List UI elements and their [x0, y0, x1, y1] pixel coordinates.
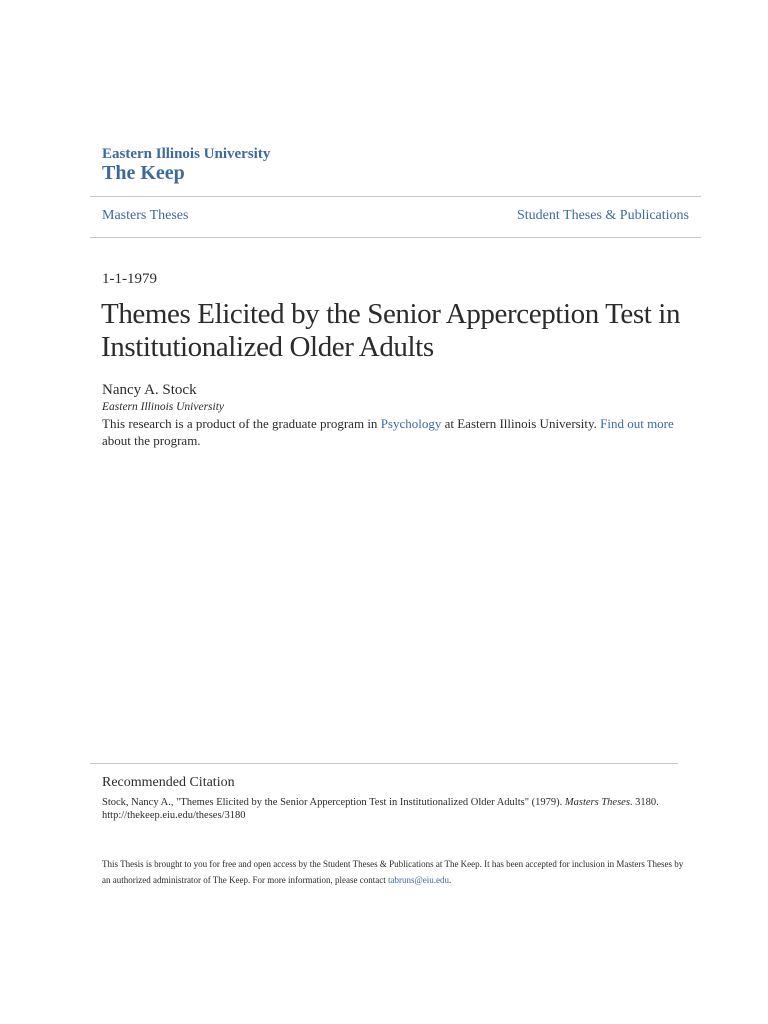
- contact-email-link[interactable]: tabruns@eiu.edu: [388, 875, 450, 885]
- institution-name[interactable]: Eastern Illinois University: [102, 146, 271, 162]
- access-notice: [102, 856, 692, 888]
- top-rule: [90, 196, 701, 197]
- citation-text-pre: Stock, Nancy A., "Themes Elicited by the Senior Apperception Test in Institutionalized Older Adults" (1979).: [102, 797, 565, 808]
- citation-text: [102, 796, 692, 822]
- masters-theses-link[interactable]: Masters Theses: [102, 208, 189, 223]
- publication-date: 1-1-1979: [102, 271, 157, 287]
- author-affiliation: Eastern Illinois University: [102, 401, 225, 413]
- program-text-post: about the program.: [102, 433, 201, 448]
- thesis-title: Themes Elicited by the Senior Apperception Test in Institutionalized Older Adults: [101, 298, 681, 363]
- nav-bottom-rule: [90, 237, 701, 238]
- citation-series: Masters Theses: [564, 797, 630, 808]
- repository-name[interactable]: The Keep: [102, 162, 185, 184]
- citation-rule: [90, 763, 678, 764]
- author-name: Nancy A. Stock: [102, 382, 197, 398]
- citation-url: http://thekeep.eiu.edu/theses/3180: [102, 810, 246, 821]
- citation-text-post: . 3180.: [629, 797, 659, 808]
- program-text-mid: at Eastern Illinois University.: [441, 416, 601, 431]
- notice-text: This Thesis is brought to you for free and open access by the Student Theses & Publications at The Keep. It has been accepted for inclusion in Masters Theses by an authorized administrator of The Keep. For more information, please contact: [102, 859, 684, 885]
- student-theses-link[interactable]: Student Theses & Publications: [516, 208, 689, 223]
- notice-text-post: .: [449, 875, 452, 885]
- psychology-link[interactable]: Psychology: [380, 416, 442, 431]
- program-statement: [102, 415, 692, 449]
- find-out-more-link[interactable]: Find out more: [600, 416, 674, 431]
- citation-heading: Recommended Citation: [102, 775, 235, 790]
- program-text-pre: This research is a product of the graduate program in: [102, 416, 381, 431]
